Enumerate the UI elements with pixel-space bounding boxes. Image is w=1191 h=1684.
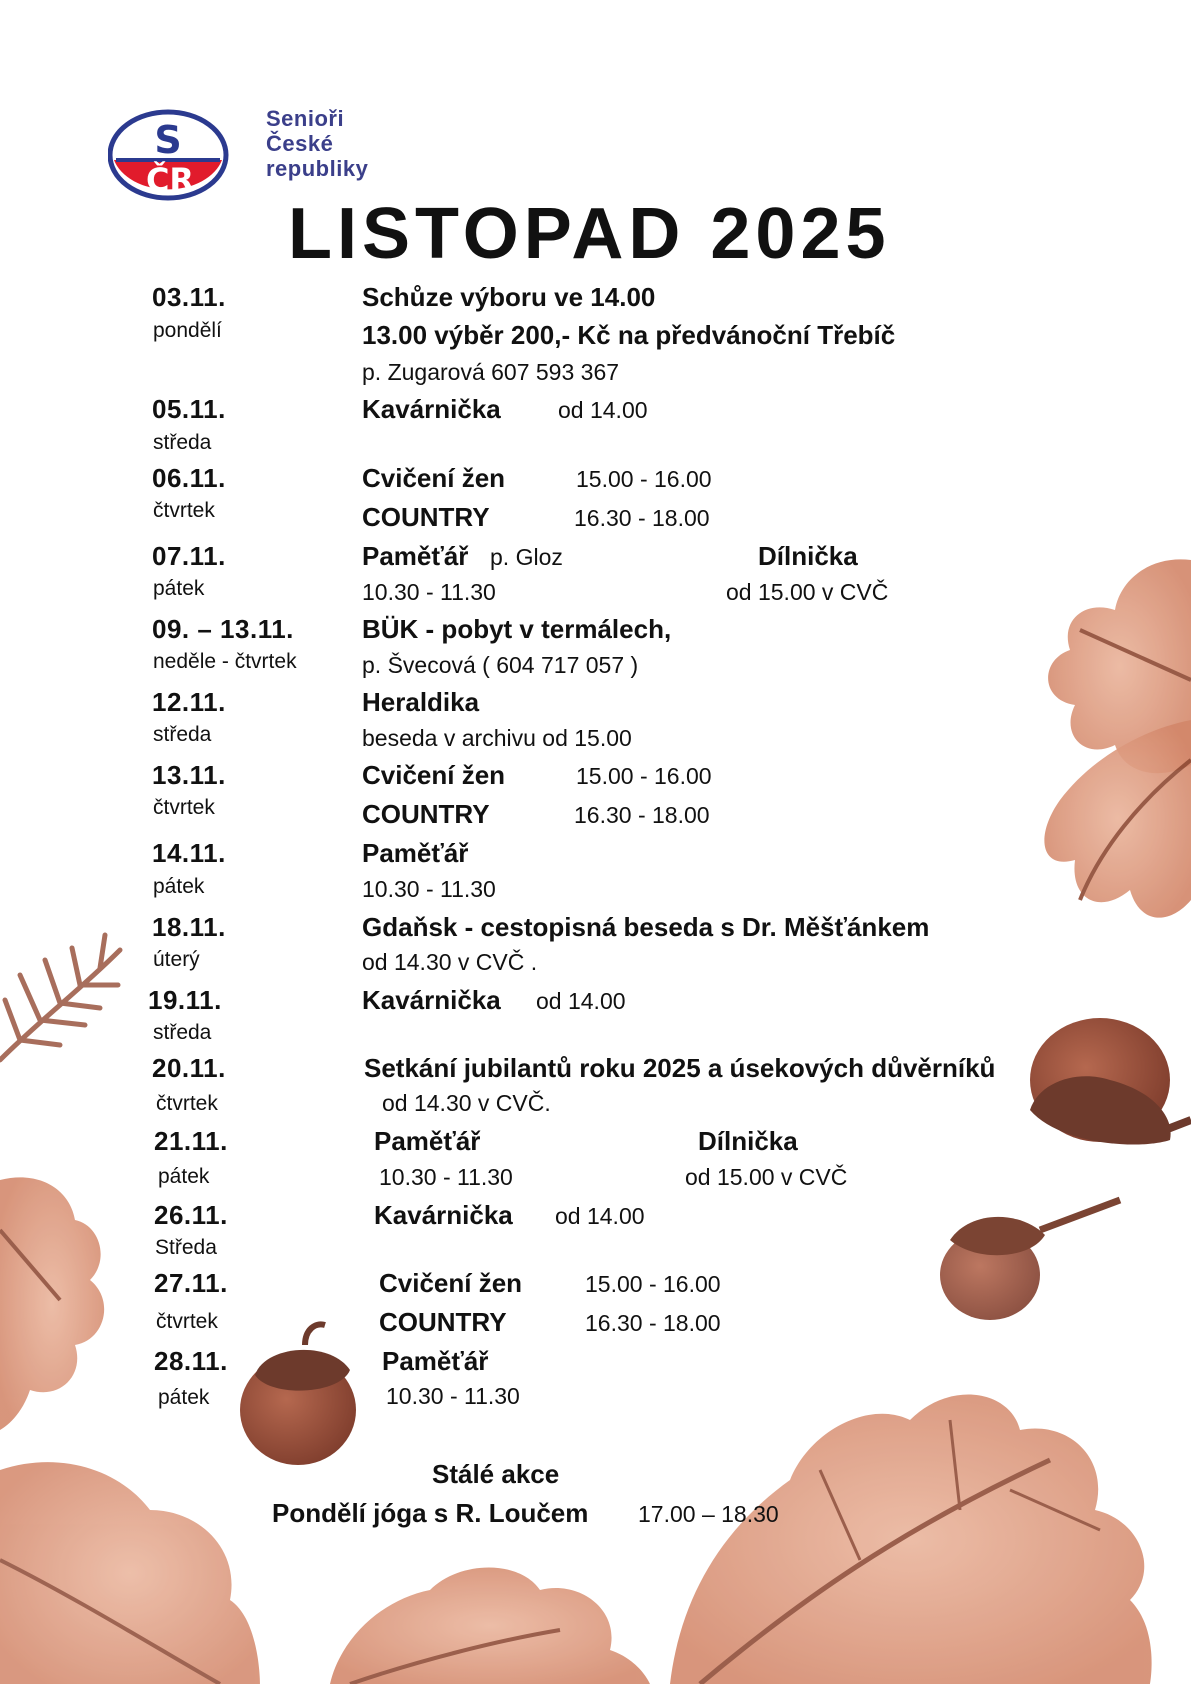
entry-date: 19.11. — [148, 985, 222, 1015]
permanent-time: 17.00 – 18.30 — [638, 1501, 779, 1527]
entry-day: pondělí — [153, 319, 222, 342]
entry-date: 03.11. — [152, 282, 226, 312]
entry-time: 15.00 - 16.00 — [576, 763, 712, 789]
entry-contact: p. Zugarová 607 593 367 — [362, 359, 620, 385]
entry-day: úterý — [153, 948, 200, 971]
entry-day: pátek — [153, 577, 205, 600]
entry-date: 12.11. — [152, 687, 226, 717]
page-title: LISTOPAD 2025 — [288, 194, 891, 274]
entry-event: Heraldika — [362, 687, 480, 717]
entry-event: 13.00 výběr 200,- Kč na předvánoční Třebíč — [362, 320, 896, 350]
entry-detail: beseda v archivu od 15.00 — [362, 725, 632, 751]
entry-event: Cvičení žen — [379, 1268, 523, 1298]
logo-line-3: republiky — [266, 156, 369, 181]
entry-event: Schůze výboru ve 14.00 — [362, 282, 656, 312]
entry-event: COUNTRY — [362, 799, 490, 829]
entry-day: pátek — [158, 1386, 210, 1409]
entry-event: Paměťář — [362, 541, 469, 571]
entry-date: 20.11. — [152, 1053, 226, 1083]
entry-event: Kavárnička — [362, 394, 501, 424]
entry-time: 16.30 - 18.00 — [574, 505, 710, 531]
entry-event: Cvičení žen — [362, 760, 506, 790]
entry-day: neděle - čtvrtek — [153, 650, 297, 673]
entry-day: Středa — [155, 1236, 217, 1259]
entry-time: od 14.30 v CVČ. — [382, 1090, 551, 1116]
entry-event: Kavárnička — [362, 985, 501, 1015]
entry-event: Setkání jubilantů roku 2025 a úsekových důvěrníků — [364, 1053, 996, 1083]
entry-time: 15.00 - 16.00 — [585, 1271, 721, 1297]
entry-day: středa — [153, 1021, 212, 1044]
entry-time: od 15.00 v CVČ — [726, 579, 889, 605]
entry-day: středa — [153, 723, 212, 746]
entry-leader: p. Gloz — [490, 544, 563, 570]
entry-event: Cvičení žen — [362, 463, 506, 493]
entry-day: pátek — [153, 875, 205, 898]
entry-event: Paměťář — [374, 1126, 481, 1156]
entry-date: 27.11. — [154, 1268, 228, 1298]
entry-day: čtvrtek — [156, 1310, 218, 1333]
entry-time: 16.30 - 18.00 — [585, 1310, 721, 1336]
entry-date: 05.11. — [152, 394, 226, 424]
entry-date: 09. – 13.11. — [152, 614, 294, 644]
entry-time: od 14.00 — [558, 397, 648, 423]
logo-monogram-cr: ČR — [145, 161, 195, 199]
entry-date: 28.11. — [154, 1346, 228, 1376]
entry-date: 14.11. — [152, 838, 226, 868]
entry-date: 13.11. — [152, 760, 226, 790]
entry-time: 10.30 - 11.30 — [362, 876, 496, 902]
logo-line-1: Senioři — [266, 106, 345, 131]
entry-time: od 15.00 v CVČ — [685, 1164, 848, 1190]
entry-event: COUNTRY — [379, 1307, 507, 1337]
entry-event: Dílnička — [698, 1126, 798, 1156]
permanent-heading: Stálé akce — [432, 1459, 560, 1489]
entry-event: Paměťář — [362, 838, 469, 868]
entry-time: 15.00 - 16.00 — [576, 466, 712, 492]
entry-date: 06.11. — [152, 463, 226, 493]
entry-event: BÜK - pobyt v termálech, — [362, 614, 672, 644]
entry-event: Dílnička — [758, 541, 858, 571]
permanent-activity: Pondělí jóga s R. Loučem — [272, 1498, 589, 1528]
entry-event: Gdaňsk - cestopisná beseda s Dr. Měšťánkem — [362, 912, 930, 942]
entry-day: čtvrtek — [153, 796, 215, 819]
entry-time: od 14.30 v CVČ . — [362, 949, 538, 975]
entry-date: 07.11. — [152, 541, 226, 571]
logo-monogram-s: S — [154, 118, 182, 162]
entry-time: 16.30 - 18.00 — [574, 802, 710, 828]
entry-event: COUNTRY — [362, 502, 490, 532]
entry-time: od 14.00 — [536, 988, 626, 1014]
entry-date: 21.11. — [154, 1126, 228, 1156]
entry-time: 10.30 - 11.30 — [362, 579, 496, 605]
logo-line-2: České — [266, 131, 334, 156]
entry-time: 10.30 - 11.30 — [386, 1383, 520, 1409]
entry-day: pátek — [158, 1165, 210, 1188]
entry-contact: p. Švecová ( 604 717 057 ) — [362, 652, 639, 678]
entry-date: 26.11. — [154, 1200, 228, 1230]
entry-time: 10.30 - 11.30 — [379, 1164, 513, 1190]
entry-event: Paměťář — [382, 1346, 489, 1376]
entry-event: Kavárnička — [374, 1200, 513, 1230]
entry-day: středa — [153, 431, 212, 454]
entry-day: čtvrtek — [153, 499, 215, 522]
entry-date: 18.11. — [152, 912, 226, 942]
entry-day: čtvrtek — [156, 1092, 218, 1115]
entry-time: od 14.00 — [555, 1203, 645, 1229]
